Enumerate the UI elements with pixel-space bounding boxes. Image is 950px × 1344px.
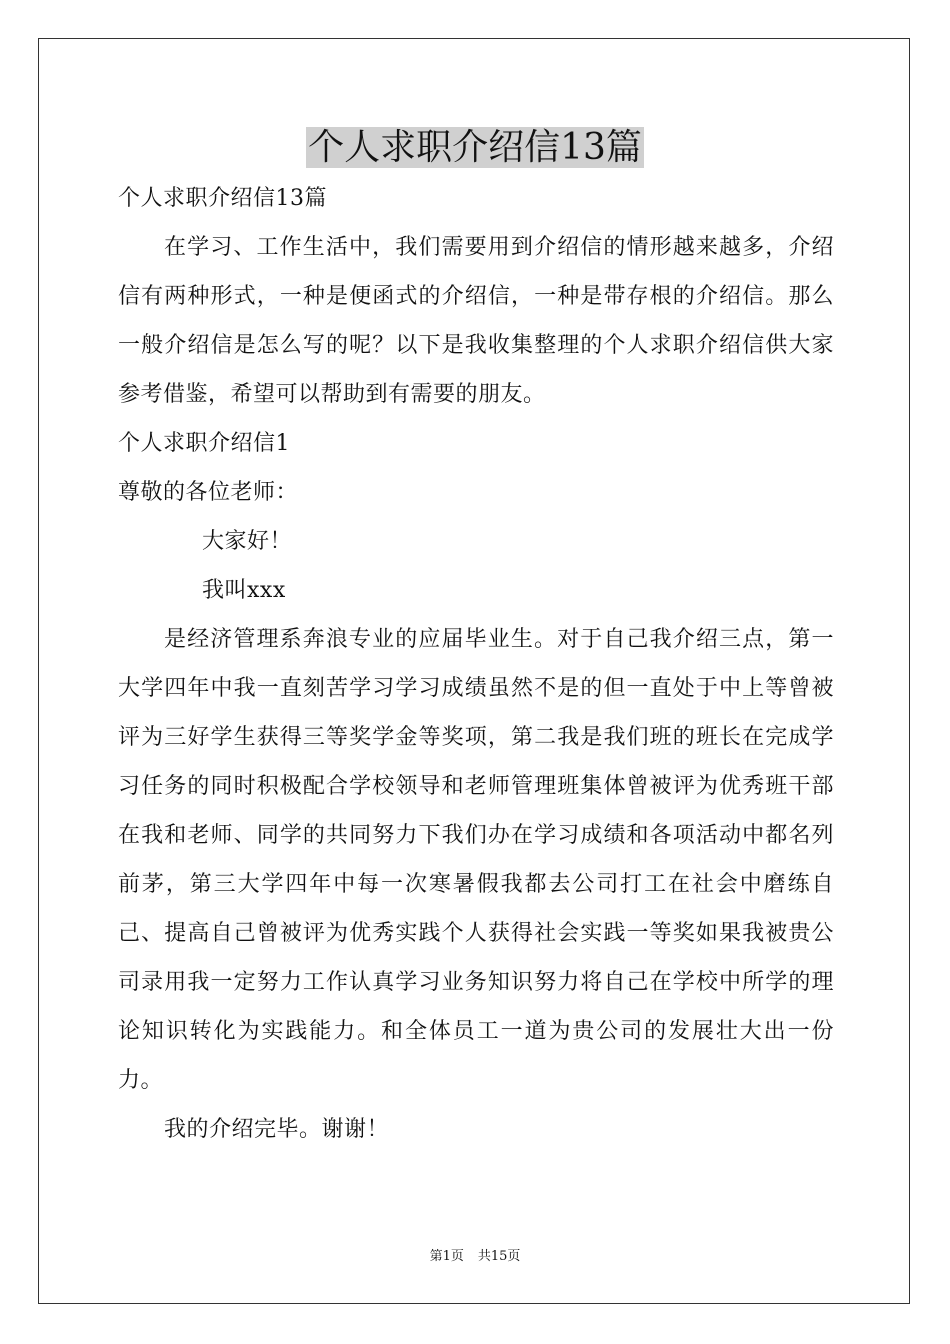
document-title-text: 个人求职介绍信13篇 (308, 127, 642, 168)
intro-paragraph: 在学习、工作生活中，我们需要用到介绍信的情形越来越多，介绍信有两种形式，一种是便函式的介绍信，一种是带存根的介绍信。那么一般介绍信是怎么写的呢？以下是我收集整理的个人求职介绍信供大家参考借鉴，希望可以帮助到有需要的朋友。 (118, 235, 834, 407)
document-body (118, 174, 834, 1154)
page-number: 第1页 (429, 1249, 464, 1264)
name-line: 我叫xxx (202, 578, 286, 603)
subtitle: 个人求职介绍信13篇 (118, 186, 327, 211)
closing: 我的介绍完毕。谢谢！ (164, 1117, 390, 1142)
page-footer (0, 1249, 950, 1265)
page-total: 共15页 (477, 1249, 521, 1264)
document-title (0, 124, 950, 172)
body-paragraph: 是经济管理系奔浪专业的应届毕业生。对于自己我介绍三点，第一大学四年中我一直刻苦学习学习成绩虽然不是的但一直处于中上等曾被评为三好学生获得三等奖学金等奖项，第二我是我们班的班长在完成学习任务的同时积极配合学校领导和老师管理班集体曾被评为优秀班干部在我和老师、同学的共同努力下我们办在学习成绩和各项活动中都名列前茅，第三大学四年中每一次寒暑假我都去公司打工在社会中磨练自己、提高自己曾被评为优秀实践个人获得社会实践一等奖如果我被贵公司录用我一定努力工作认真学习业务知识努力将自己在学校中所学的理论知识转化为实践能力。和全体员工一道为贵公司的发展壮大出一份力。 (118, 627, 834, 1093)
salutation: 尊敬的各位老师： (118, 480, 299, 505)
letter-heading: 个人求职介绍信1 (118, 431, 290, 456)
greeting: 大家好！ (202, 529, 293, 554)
